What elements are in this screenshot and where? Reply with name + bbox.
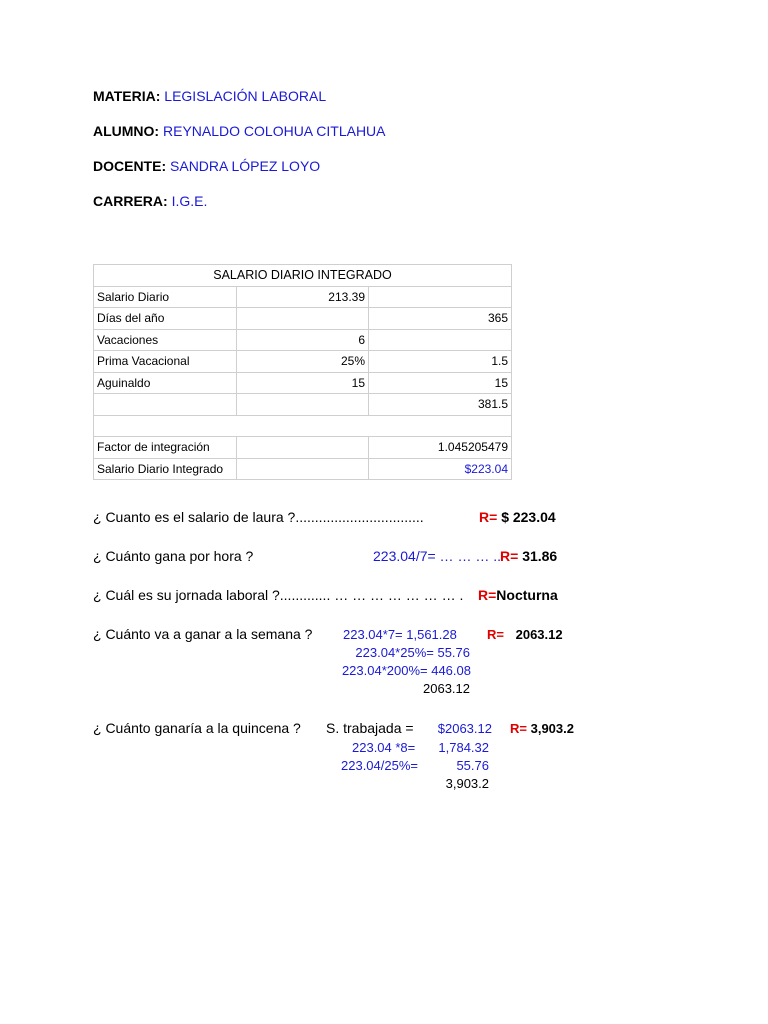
table-cell: 365 (369, 308, 512, 330)
table-cell: Factor de integración (94, 437, 237, 459)
table-row (94, 351, 512, 373)
table-row (94, 458, 512, 480)
table-cell (369, 329, 512, 351)
table-cell (237, 458, 369, 480)
table-title: SALARIO DIARIO INTEGRADO (94, 265, 512, 287)
table-cell: 1.5 (369, 351, 512, 373)
answer-1-label: R= (479, 509, 498, 525)
table-cell: 15 (369, 372, 512, 394)
calc-4-3: 223.04*200%= 446.08 (341, 663, 471, 678)
calc-5-2: 223.04 *8= (352, 740, 416, 755)
table-row (94, 394, 512, 416)
answer-5-label: R= (510, 721, 527, 736)
answer-2-label: R= (500, 548, 519, 564)
table-cell: 6 (237, 329, 369, 351)
table-title-row (94, 265, 512, 287)
calc-4-1: 223.04*7= 1,561.28 (343, 627, 457, 642)
answer-2 (500, 548, 557, 564)
table-row (94, 286, 512, 308)
salario-table (93, 264, 512, 480)
calc-5-3-value: 55.76 (456, 758, 489, 773)
calc-2: 223.04/7= … … … .. (373, 548, 502, 564)
answer-1-value: $ 223.04 (501, 509, 556, 525)
answer-3-value: Nocturna (496, 587, 558, 603)
docente-label: DOCENTE: (93, 158, 167, 174)
table-cell (94, 415, 512, 437)
calc-5-1: $2063.12 (437, 721, 492, 736)
answer-4-label: R= (487, 627, 504, 642)
alumno-value: REYNALDO COLOHUA CITLAHUA (163, 123, 386, 139)
materia-line (93, 88, 326, 104)
sub-5: S. trabajada = (326, 720, 414, 736)
table-row (94, 415, 512, 437)
table-row (94, 372, 512, 394)
table-cell: Prima Vacacional (94, 351, 237, 373)
table-cell: 25% (237, 351, 369, 373)
alumno-line (93, 123, 386, 139)
carrera-line (93, 193, 207, 209)
docente-line (93, 158, 320, 174)
total-4: 2063.12 (423, 681, 470, 696)
table-row (94, 437, 512, 459)
table-row (94, 329, 512, 351)
calc-5-2-value: 1,784.32 (438, 740, 489, 755)
question-4: ¿ Cuánto va a ganar a la semana ? (93, 626, 313, 642)
materia-value: LEGISLACIÓN LABORAL (164, 88, 327, 104)
table-cell (237, 308, 369, 330)
table-cell: 1.045205479 (369, 437, 512, 459)
materia-label: MATERIA: (93, 88, 161, 104)
docente-value: SANDRA LÓPEZ LOYO (170, 158, 321, 174)
answer-5 (510, 721, 574, 736)
question-5: ¿ Cuánto ganaría a la quincena ? (93, 720, 301, 736)
table-cell: 381.5 (369, 394, 512, 416)
table-cell: 15 (237, 372, 369, 394)
total-5: 3,903.2 (445, 776, 489, 791)
table-cell: 213.39 (237, 286, 369, 308)
calc-5-3: 223.04/25%= (341, 758, 418, 773)
table-cell: Salario Diario (94, 286, 237, 308)
answer-3 (478, 587, 558, 603)
table-cell (237, 437, 369, 459)
table-cell (369, 286, 512, 308)
answer-4-value: 2063.12 (515, 627, 563, 642)
carrera-label: CARRERA: (93, 193, 168, 209)
answer-2-value: 31.86 (522, 548, 558, 564)
answer-3-label: R= (478, 587, 497, 603)
table-cell (237, 394, 369, 416)
answer-4 (487, 627, 563, 642)
question-2: ¿ Cuánto gana por hora ? (93, 548, 254, 564)
table-row (94, 308, 512, 330)
table-cell (94, 394, 237, 416)
table-cell: Días del año (94, 308, 237, 330)
table-cell: Vacaciones (94, 329, 237, 351)
answer-1 (479, 509, 556, 525)
carrera-value: I.G.E. (171, 193, 208, 209)
table-cell: Salario Diario Integrado (94, 458, 237, 480)
table-cell: Aguinaldo (94, 372, 237, 394)
question-3: ¿ Cuál es su jornada laboral ?............. … … … … … … … . (93, 587, 464, 603)
answer-5-value: 3,903.2 (530, 721, 574, 736)
table-cell: $223.04 (369, 458, 512, 480)
question-1: ¿ Cuanto es el salario de laura ?................................. (93, 509, 424, 525)
alumno-label: ALUMNO: (93, 123, 160, 139)
calc-4-2: 223.04*25%= 55.76 (355, 645, 470, 660)
